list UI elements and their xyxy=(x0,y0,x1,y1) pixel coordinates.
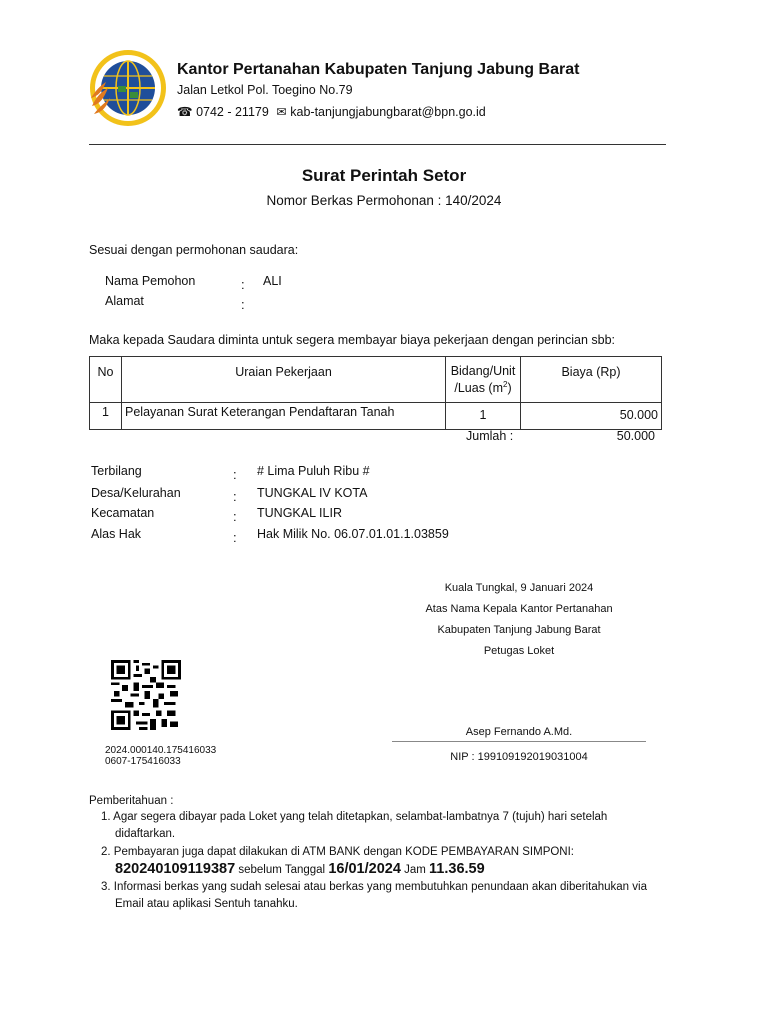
notice-item2-line1: 2. Pembayaran juga dapat dilakukan di ATM BANK dengan KODE PEMBAYARAN SIMPONI: xyxy=(101,846,574,858)
name-value: ALI xyxy=(263,274,282,288)
payment-code: 820240109119387 xyxy=(115,861,236,877)
qr-code-line1: 2024.000140.175416033 xyxy=(105,745,217,756)
document-title: Surat Perintah Setor xyxy=(301,166,467,185)
header-bidang-close: ) xyxy=(507,381,512,396)
header-no: No xyxy=(90,357,122,403)
row-uraian: Pelayanan Surat Keterangan Pendaftaran Tanah xyxy=(122,403,446,430)
org-address: Jalan Letkol Pol. Toegino No.79 xyxy=(177,83,353,97)
header-bidang-line1: Bidang/Unit xyxy=(450,364,516,378)
fee-table xyxy=(89,356,662,430)
intro-text: Sesuai dengan permohonan saudara: xyxy=(89,243,299,257)
notice-item3-line2: Email atau aplikasi Sentuh tanahku. xyxy=(115,898,298,910)
name-colon: : xyxy=(241,277,245,292)
terbilang-label: Terbilang xyxy=(91,464,142,478)
header-bidang-sup: 2 xyxy=(503,380,508,389)
desa-label: Desa/Kelurahan xyxy=(91,486,181,500)
bpn-logo xyxy=(88,48,168,128)
notice-item2-line2 xyxy=(115,861,485,877)
notice-item1-line2: didaftarkan. xyxy=(115,828,176,840)
total-value: 50.000 xyxy=(616,429,655,443)
org-contact xyxy=(177,104,486,119)
header-bidang-line2: /Luas (m xyxy=(454,381,503,396)
phone-icon: ☎ xyxy=(177,105,193,119)
qr-code xyxy=(111,660,181,730)
header-bidang xyxy=(446,357,521,403)
row-no: 1 xyxy=(90,403,122,430)
total-label: Jumlah : xyxy=(466,429,514,443)
alas-hak-value: Hak Milik No. 06.07.01.01.1.03859 xyxy=(257,527,449,541)
name-label: Nama Pemohon xyxy=(105,274,196,288)
kecamatan-colon: : xyxy=(233,509,237,524)
before-date-text: sebelum Tanggal xyxy=(238,864,326,876)
desa-colon: : xyxy=(233,489,237,504)
kecamatan-value: TUNGKAL ILIR xyxy=(257,506,342,520)
signer-name: Asep Fernando A.Md. xyxy=(465,726,573,738)
row-biaya: 50.000 xyxy=(521,403,662,430)
time-text: Jam xyxy=(404,864,426,876)
place-date: Kuala Tungkal, 9 Januari 2024 xyxy=(444,582,594,594)
table-row xyxy=(90,403,662,430)
notice-item1-line1: 1. Agar segera dibayar pada Loket yang telah ditetapkan, selambat-lambatnya 7 (tujuh) hari setelah xyxy=(101,811,608,823)
signature-line2: Kabupaten Tanjung Jabung Barat xyxy=(437,624,601,636)
notice-item3-line1: 3. Informasi berkas yang sudah selesai atau berkas yang membutuhkan penundaan akan diberitahukan via xyxy=(101,881,647,893)
notice-title: Pemberitahuan : xyxy=(89,795,174,807)
alas-hak-label: Alas Hak xyxy=(91,527,142,541)
header-biaya: Biaya (Rp) xyxy=(521,357,662,403)
header-uraian: Uraian Pekerjaan xyxy=(122,357,446,403)
kecamatan-label: Kecamatan xyxy=(91,506,155,520)
qr-code-line2: 0607-175416033 xyxy=(105,756,181,767)
signature-line1: Atas Nama Kepala Kantor Pertanahan xyxy=(425,603,613,615)
alas-hak-colon: : xyxy=(233,530,237,545)
due-time: 11.36.59 xyxy=(429,861,485,877)
document-subtitle: Nomor Berkas Permohonan : 140/2024 xyxy=(266,193,502,208)
row-bidang: 1 xyxy=(446,403,521,430)
signature-line3: Petugas Loket xyxy=(483,645,555,657)
address-colon: : xyxy=(241,297,245,312)
envelope-icon: ✉ xyxy=(276,105,287,119)
address-label: Alamat xyxy=(105,294,144,308)
table-header-row xyxy=(90,357,662,403)
phone-number: 0742 - 21179 xyxy=(196,105,269,119)
email-address: kab-tanjungjabungbarat@bpn.go.id xyxy=(290,105,486,119)
due-date: 16/01/2024 xyxy=(328,861,401,877)
request-text: Maka kepada Saudara diminta untuk segera membayar biaya pekerjaan dengan perincian sbb: xyxy=(89,333,616,347)
org-name: Kantor Pertanahan Kabupaten Tanjung Jabung Barat xyxy=(177,61,580,78)
signature-divider xyxy=(392,741,646,742)
header-divider xyxy=(89,144,666,145)
terbilang-value: # Lima Puluh Ribu # xyxy=(257,464,370,478)
signer-nip: NIP : 199109192019031004 xyxy=(450,751,588,763)
terbilang-colon: : xyxy=(233,467,237,482)
desa-value: TUNGKAL IV KOTA xyxy=(257,486,368,500)
